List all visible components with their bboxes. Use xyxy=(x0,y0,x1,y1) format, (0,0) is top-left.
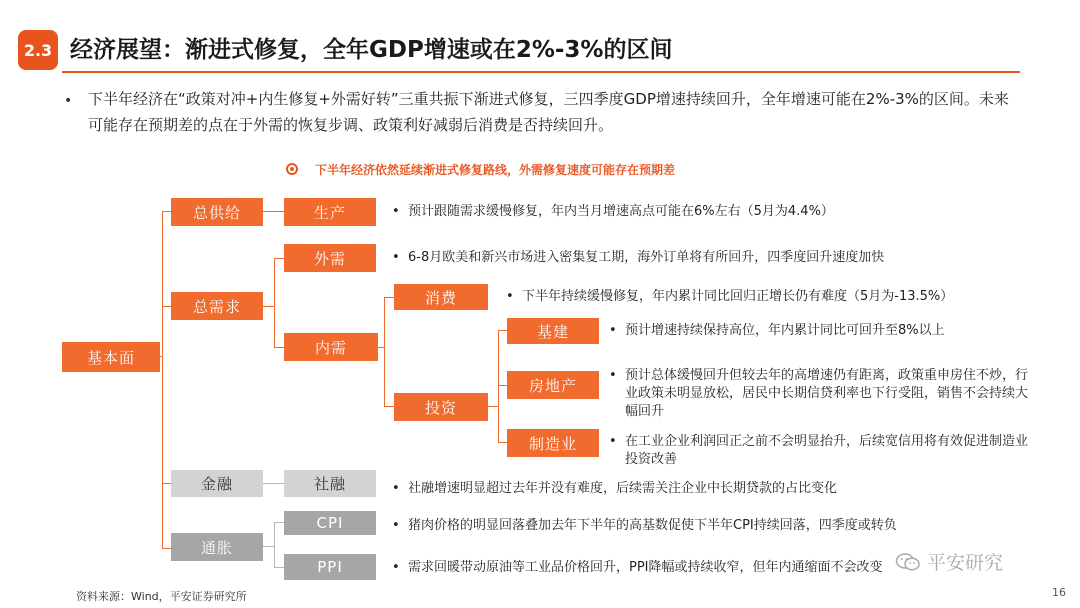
desc-cpi: • 猪肉价格的明显回落叠加去年下半年的高基数促使下半年CPI持续回落，四季度或转负 xyxy=(392,517,1022,535)
connector xyxy=(498,442,507,443)
summary-bullet-icon: • xyxy=(64,93,73,109)
node-total-supply: 总供给 xyxy=(171,198,263,226)
connector xyxy=(162,211,171,212)
connector xyxy=(263,211,284,212)
connector xyxy=(263,483,284,484)
target-icon xyxy=(286,163,298,175)
node-inflation: 通胀 xyxy=(171,533,263,561)
desc-real-estate: • 预计总体缓慢回升但较去年的高增速仍有距离，政策重申房住不炒，行业政策未明显放松，居民中长期信贷利率也下行受阻，销售不会持续大幅回升 xyxy=(609,367,1029,421)
node-investment: 投资 xyxy=(394,393,488,421)
desc-consumption: • 下半年持续缓慢修复，年内累计同比回归正增长仍有难度（5月为-13.5%） xyxy=(506,288,996,306)
watermark-text: 平安研究 xyxy=(927,552,1004,574)
connector xyxy=(498,330,499,442)
node-social-financing: 社融 xyxy=(284,470,376,497)
connector xyxy=(274,522,275,567)
desc-manufacturing: • 在工业企业利润回正之前不会明显抬升，后续宽信用将有效促进制造业投资改善 xyxy=(609,433,1029,469)
node-infrastructure: 基建 xyxy=(507,318,599,344)
wechat-icon xyxy=(895,552,921,572)
summary-text: 下半年经济在“政策对冲+内生修复+外需好转”三重共振下渐进式修复，三四季度GDP增速持续回升，全年增速可能在2%-3%的区间。未来可能存在预期差的点在于外需的恢复步调、政策利好减弱后消费是否持续回升。 xyxy=(88,90,1009,134)
highlight-text: 下半年经济依然延续渐进式修复路线，外需修复速度可能存在预期差 xyxy=(315,163,676,177)
connector xyxy=(384,406,394,407)
node-cpi: CPI xyxy=(284,511,376,535)
node-consumption: 消费 xyxy=(394,284,488,310)
source-note: 资料来源：Wind，平安证券研究所 xyxy=(76,590,247,603)
desc-production: • 预计跟随需求缓慢修复，年内当月增速高点可能在6%左右（5月为4.4%） xyxy=(392,203,992,221)
connector xyxy=(384,297,394,298)
node-external-demand: 外需 xyxy=(284,244,376,272)
desc-infrastructure: • 预计增速持续保持高位，年内累计同比可回升至8%以上 xyxy=(609,322,1019,340)
title-divider xyxy=(62,71,1020,73)
node-fundamentals: 基本面 xyxy=(62,342,160,372)
connector xyxy=(263,306,274,307)
connector xyxy=(162,483,171,484)
node-real-estate: 房地产 xyxy=(507,371,599,399)
node-ppi: PPI xyxy=(284,554,376,580)
section-number-badge: 2.3 xyxy=(18,30,58,70)
connector xyxy=(263,546,274,547)
connector xyxy=(384,297,385,407)
page-title: 经济展望：渐进式修复，全年GDP增速或在2%-3%的区间 xyxy=(70,37,673,63)
connector xyxy=(498,385,507,386)
node-total-demand: 总需求 xyxy=(171,292,263,320)
node-production: 生产 xyxy=(284,198,376,226)
connector xyxy=(274,258,284,259)
connector xyxy=(162,548,171,549)
page-number: 16 xyxy=(1052,586,1066,599)
connector xyxy=(274,522,284,523)
node-domestic-demand: 内需 xyxy=(284,333,378,361)
desc-external-demand: • 6-8月欧美和新兴市场进入密集复工期，海外订单将有所回升，四季度回升速度加快 xyxy=(392,249,1002,267)
connector xyxy=(498,330,507,331)
node-manufacturing: 制造业 xyxy=(507,429,599,457)
connector-trunk xyxy=(162,211,163,548)
connector xyxy=(274,567,284,568)
node-finance: 金融 xyxy=(171,470,263,497)
connector xyxy=(162,306,171,307)
connector xyxy=(488,406,498,407)
connector xyxy=(274,258,275,348)
watermark xyxy=(895,548,1003,575)
desc-ppi: • 需求回暖带动原油等工业品价格回升，PPI降幅或持续收窄，但年内通缩面不会改变 xyxy=(392,559,1012,577)
connector xyxy=(274,347,284,348)
desc-social-financing: • 社融增速明显超过去年并没有难度，后续需关注企业中长期贷款的占比变化 xyxy=(392,480,1012,498)
